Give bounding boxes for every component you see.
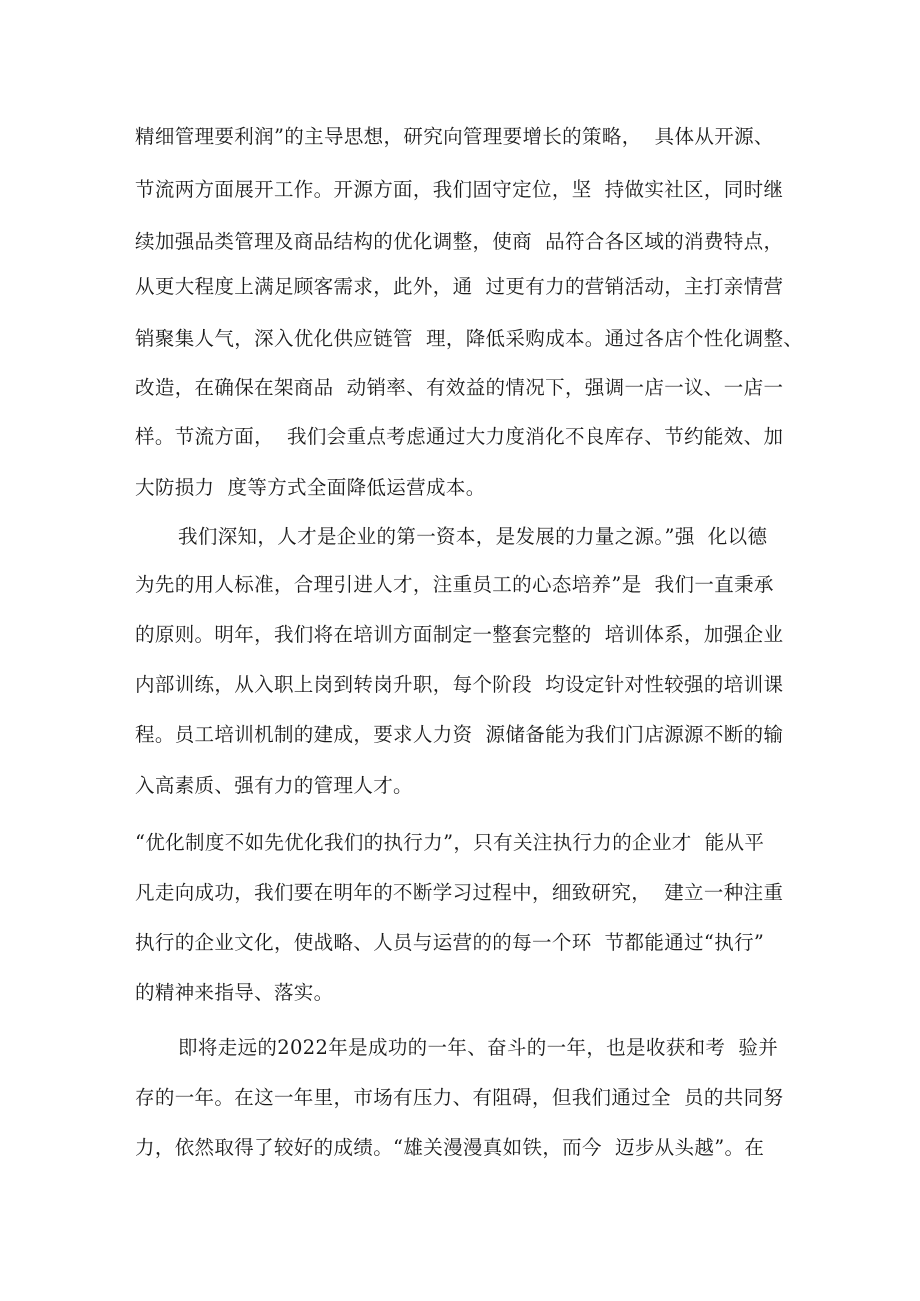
text-line: 改造，在确保在架商品 动销率、有效益的情况下，强调一店一议、一店一 [135,376,784,399]
text-line: 力，依然取得了较好的成绩。“雄关漫漫真如铁，而今 迈步从头越”。在 [135,1136,765,1159]
text-line: 从更大程度上满足顾客需求，此外，通 过更有力的营销活动，主打亲情营 [135,275,784,298]
text-line: 样。节流方面， 我们会重点考虑通过大力度消化不良库存、节约能效、加 [135,425,784,448]
text-line: 即将走远的2022年是成功的一年、奋斗的一年，也是收获和考 验并 [178,1036,779,1059]
text-line: 为先的用人标准，合理引进人才，注重员工的心态培养”是 我们一直秉承 [135,573,774,596]
text-line: 内部训练，从入职上岗到转岗升职，每个阶段 均设定针对性较强的培训课 [135,673,784,696]
text-line: 我们深知，人才是企业的第一资本，是发展的力量之源。”强 化以德 [178,525,768,548]
text-line: 大防损力 度等方式全面降低运营成本。 [135,476,486,499]
text-line: “优化制度不如先优化我们的执行力”，只有关注执行力的企业才 能从平 [135,831,765,854]
text-line: 凡走向成功，我们要在明年的不断学习过程中，细致研究， 建立一种注重 [135,881,784,904]
text-line: 入高素质、强有力的管理人才。 [135,774,413,797]
text-line: 的原则。明年，我们将在培训方面制定一整套完整的 培训体系，加强企业 [135,623,784,646]
text-line: 节流两方面展开工作。开源方面，我们固守定位，坚 持做实社区，同时继 [135,178,784,201]
text-line: 精细管理要利润”的主导思想，研究向管理要增长的策略， 具体从开源、 [135,125,774,148]
text-line: 程。员工培训机制的建成，要求人力资 源储备能为我们门店源源不断的输 [135,723,784,746]
text-line: 的精神来指导、落实。 [135,981,334,1004]
text-line: 销聚集人气，深入优化供应链管 理，降低采购成本。通过各店个性化调整、 [135,327,804,350]
text-line: 续加强品类管理及商品结构的优化调整，使商 品符合各区域的消费特点， [135,230,784,253]
text-line: 执行的企业文化，使战略、人员与运营的的每一个环 节都能通过“执行” [135,931,765,954]
text-line: 存的一年。在这一年里，市场有压力、有阻碍，但我们通过全 员的共同努 [135,1086,784,1109]
